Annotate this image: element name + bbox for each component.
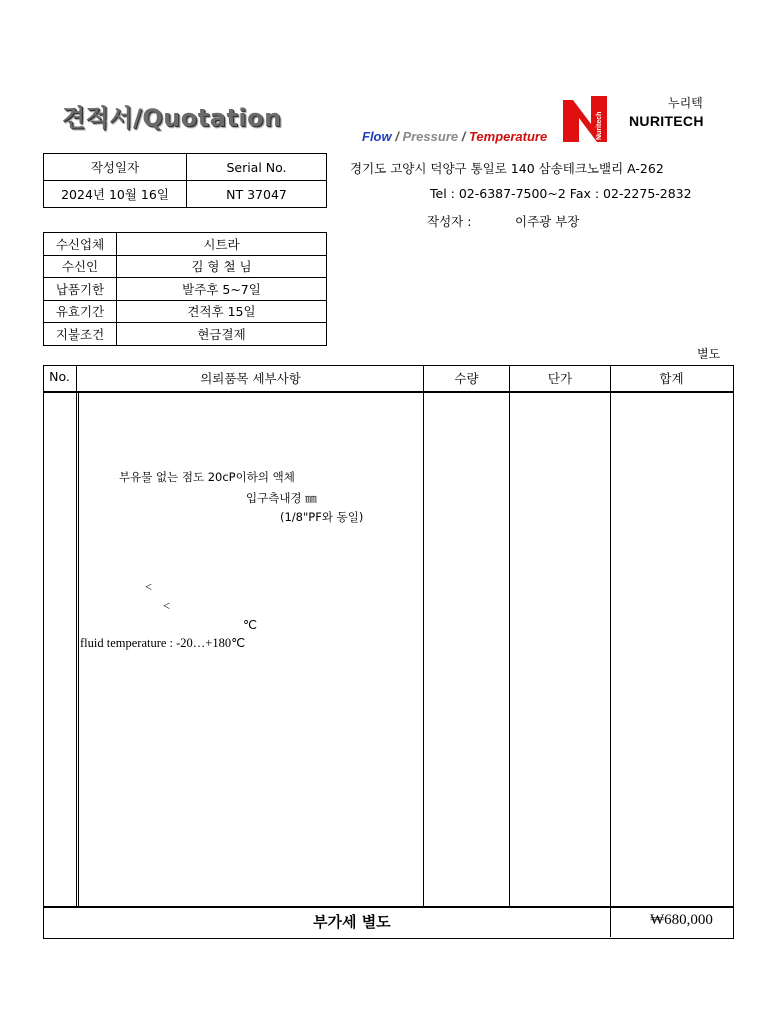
author-name: 이주광 부장 <box>515 214 580 229</box>
brand-korean: 누리텍 <box>668 96 703 110</box>
recipient-label: 지불조건 <box>44 323 117 346</box>
item-detail-symbol: ℃ <box>243 618 258 632</box>
recipient-label: 수신인 <box>44 255 117 278</box>
tagline-temperature: Temperature <box>468 129 548 144</box>
recipient-row <box>44 278 327 301</box>
recipient-label: 납품기한 <box>44 278 117 301</box>
nuritech-logo-icon <box>561 94 609 144</box>
header-divider <box>43 391 733 393</box>
company-address: 경기도 고양시 덕양구 통일로 140 삼송테크노밸리 A-262 <box>350 161 664 176</box>
tagline <box>362 129 547 144</box>
item-detail-symbol: < <box>145 580 153 594</box>
author-label: 작성자 : <box>427 214 472 229</box>
page-title: 견적서/Quotation <box>62 104 282 132</box>
serial-value: NT 37047 <box>187 181 327 208</box>
recipient-label: 유효기간 <box>44 300 117 323</box>
col-header-qty: 수량 <box>454 371 479 386</box>
recipient-row <box>44 255 327 278</box>
recipient-value: 현금결제 <box>117 323 327 346</box>
recipient-row <box>44 323 327 346</box>
total-amount: ₩680,000 <box>650 912 713 928</box>
fluid-temperature: fluid temperature : -20…+180℃ <box>80 636 246 650</box>
col-header-no: No. <box>49 369 70 384</box>
col-header-unit-price: 단가 <box>547 371 573 386</box>
recipient-value: 견적후 15일 <box>117 300 327 323</box>
col-header-total: 합계 <box>659 371 684 386</box>
tagline-sep: / <box>391 129 403 144</box>
separate-note: 별도 <box>697 347 721 361</box>
vat-note: 부가세 별도 <box>313 913 391 931</box>
col-divider <box>509 365 510 907</box>
col-divider <box>610 365 611 937</box>
item-detail-line: (1/8"PF와 동일) <box>280 510 364 524</box>
recipient-row <box>44 300 327 323</box>
recipient-row <box>44 233 327 256</box>
item-detail-symbol: < <box>163 599 171 613</box>
col-divider <box>78 392 79 907</box>
brand-english: NURITECH <box>629 113 704 129</box>
logo-text: Nuritech <box>596 111 603 140</box>
footer-divider <box>43 906 733 908</box>
recipient-label: 수신업체 <box>44 233 117 256</box>
doc-info-table <box>43 153 327 208</box>
recipient-table <box>43 232 327 346</box>
col-divider <box>423 365 424 907</box>
tagline-sep: / <box>458 129 469 144</box>
items-table <box>43 365 734 939</box>
tagline-flow: Flow <box>362 129 392 144</box>
date-value: 2024년 10월 16일 <box>44 181 187 208</box>
item-detail-line: 부유물 없는 점도 20cP이하의 액체 <box>119 470 295 484</box>
recipient-value: 발주후 5~7일 <box>117 278 327 301</box>
company-tel-fax: Tel : 02-6387-7500~2 Fax : 02-2275-2832 <box>430 186 692 201</box>
item-detail-line: 입구측내경 ㎜ <box>246 491 317 505</box>
col-divider <box>76 365 77 907</box>
recipient-value: 김 형 철 님 <box>117 255 327 278</box>
serial-label: Serial No. <box>187 154 327 181</box>
tagline-pressure: Pressure <box>402 129 459 144</box>
date-label: 작성일자 <box>44 154 187 181</box>
recipient-value: 시트라 <box>117 233 327 256</box>
col-header-item: 의뢰품목 세부사항 <box>200 371 301 386</box>
